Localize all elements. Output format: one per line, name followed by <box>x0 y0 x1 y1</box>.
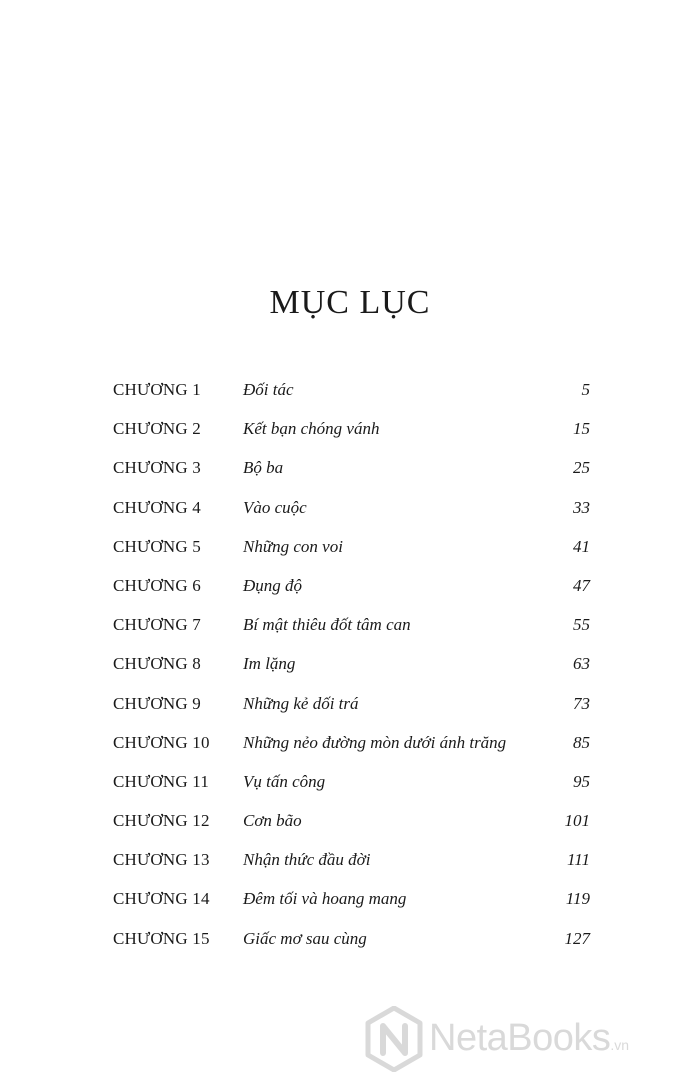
chapter-title: Những con voi <box>243 536 343 556</box>
toc-entry <box>113 566 590 605</box>
watermark <box>365 1006 695 1072</box>
toc-entry <box>113 919 590 958</box>
page-number: 15 <box>573 419 590 439</box>
chapter-title: Đụng độ <box>243 575 303 595</box>
toc-entry <box>113 840 590 879</box>
chapter-number: CHƯƠNG 4 <box>113 497 201 517</box>
chapter-number: CHƯƠNG 15 <box>113 928 210 948</box>
chapter-title: Đối tác <box>243 380 294 399</box>
page-title: MỤC LỤC <box>269 284 431 321</box>
page-number: 41 <box>573 536 590 556</box>
page-number: 119 <box>565 889 590 909</box>
page-number: 101 <box>564 811 590 831</box>
page-number: 47 <box>573 575 590 595</box>
page-number: 111 <box>567 850 590 870</box>
toc-entry <box>113 684 590 723</box>
page-number: 85 <box>573 732 590 752</box>
page-number: 95 <box>573 771 590 791</box>
chapter-number: CHƯƠNG 14 <box>113 889 210 909</box>
chapter-title: Đêm tối và hoang mang <box>243 889 407 909</box>
chapter-number: CHƯƠNG 7 <box>113 615 201 635</box>
toc-entry <box>113 801 590 840</box>
page-number: 127 <box>564 928 590 948</box>
chapter-title: Cơn bão <box>243 811 302 831</box>
chapter-title: Im lặng <box>243 654 296 674</box>
toc-entry <box>113 370 590 409</box>
page-number: 63 <box>573 654 590 674</box>
watermark-brand: NetaBooks <box>429 1017 611 1059</box>
chapter-title: Vào cuộc <box>243 497 307 517</box>
toc-entry <box>113 723 590 762</box>
page-number: 5 <box>581 380 590 399</box>
chapter-number: CHƯƠNG 2 <box>113 419 201 439</box>
page-number: 73 <box>573 693 590 713</box>
toc-entry <box>113 879 590 918</box>
chapter-title: Bộ ba <box>243 458 284 478</box>
chapter-number: CHƯƠNG 8 <box>113 654 201 674</box>
netabooks-logo-icon <box>365 1006 423 1072</box>
chapter-number: CHƯƠNG 5 <box>113 536 201 556</box>
chapter-number: CHƯƠNG 1 <box>113 380 201 399</box>
chapter-title: Những nẻo đường mòn dưới ánh trăng <box>243 732 507 752</box>
toc-entry <box>113 762 590 801</box>
page-number: 55 <box>573 615 590 635</box>
watermark-suffix: .vn <box>610 1037 630 1053</box>
page-number: 25 <box>573 458 590 478</box>
chapter-number: CHƯƠNG 10 <box>113 732 210 752</box>
chapter-title: Vụ tấn công <box>243 771 326 791</box>
chapter-number: CHƯƠNG 11 <box>113 771 210 791</box>
toc-entry <box>113 644 590 683</box>
toc-entry <box>113 488 590 527</box>
toc-entry <box>113 527 590 566</box>
chapter-number: CHƯƠNG 13 <box>113 850 210 870</box>
chapter-number: CHƯƠNG 9 <box>113 693 201 713</box>
toc-entry <box>113 409 590 448</box>
chapter-title: Kết bạn chóng vánh <box>243 419 380 439</box>
table-of-contents <box>113 370 590 958</box>
chapter-number: CHƯƠNG 3 <box>113 458 201 478</box>
chapter-title: Bí mật thiêu đốt tâm can <box>243 615 411 635</box>
watermark-text <box>429 1016 629 1067</box>
chapter-number: CHƯƠNG 6 <box>113 575 201 595</box>
page-number: 33 <box>573 497 590 517</box>
chapter-title: Giấc mơ sau cùng <box>243 928 367 948</box>
toc-entry <box>113 605 590 644</box>
chapter-title: Nhận thức đầu đời <box>243 850 371 870</box>
chapter-number: CHƯƠNG 12 <box>113 811 210 831</box>
chapter-title: Những kẻ dối trá <box>243 693 359 713</box>
toc-entry <box>113 448 590 487</box>
